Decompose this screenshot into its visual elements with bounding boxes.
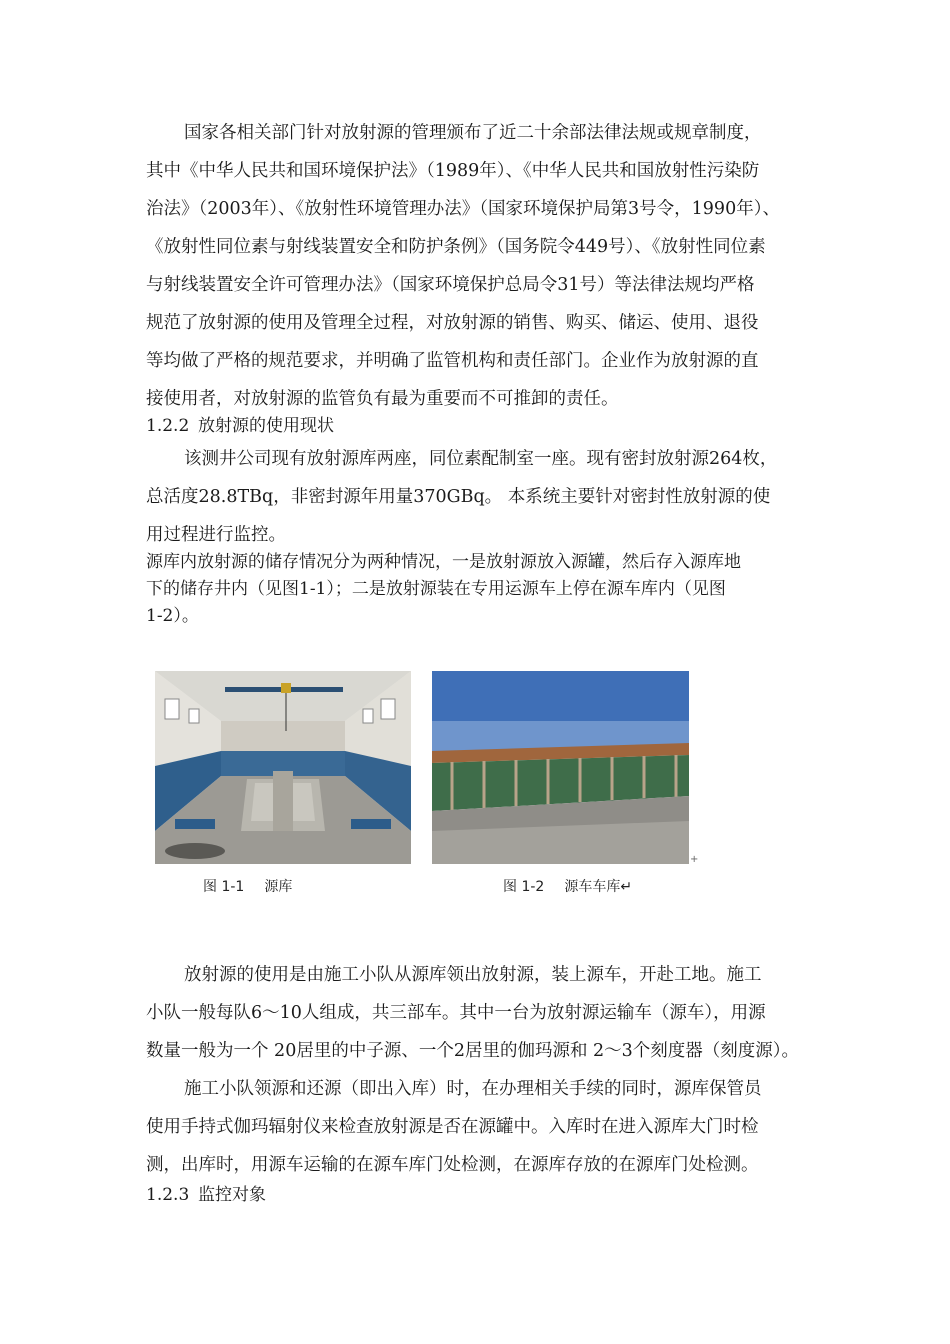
text-line: 施工小队领源和还源（即出入库）时，在办理相关手续的同时，源库保管员: [184, 1079, 762, 1099]
section-heading-1-2-3: [146, 1183, 266, 1207]
text-line: 放射源的使用是由施工小队从源库领出放射源，装上源车，开赴工地。施工: [184, 965, 762, 985]
text-line: 《放射性同位素与射线装置安全和防护条例》（国务院令449号）、《放射性同位素: [146, 237, 766, 257]
figure-1-1-caption: [203, 877, 292, 897]
text-line: 接使用者，对放射源的监管负有最为重要而不可推卸的责任。: [146, 389, 619, 409]
figure-title: 源车车库↵: [564, 879, 633, 895]
figure-label: 图 1-2: [503, 879, 545, 895]
text-line: 国家各相关部门针对放射源的管理颁布了近二十余部法律法规或规章制度，: [184, 123, 762, 143]
text-line: 下的储存井内（见图1-1）；二是放射源装在专用运源车上停在源车库内（见图: [146, 579, 726, 599]
figure-1-1-photo: [155, 671, 411, 864]
text-line: 总活度28.8TBq，非密封源年用量370GBq。 本系统主要针对密封性放射源的使: [146, 487, 771, 507]
figure-title: 源库: [264, 879, 293, 895]
text-line: 该测井公司现有放射源库两座，同位素配制室一座。现有密封放射源264枚，: [184, 449, 778, 469]
check-paragraph: [146, 1070, 810, 1184]
section-heading-1-2-2: [146, 414, 334, 438]
text-line: 使用手持式伽玛辐射仪来检查放射源是否在源罐中。入库时在进入源库大门时检: [146, 1117, 759, 1137]
paragraph-mark: +: [690, 854, 699, 865]
text-line: 等均做了严格的规范要求，并明确了监管机构和责任部门。企业作为放射源的直: [146, 351, 759, 371]
text-line: 治法》（2003年）、《放射性环境管理办法》（国家环境保护局第3号令，1990年）、: [146, 199, 780, 219]
storage-paragraph: [146, 549, 810, 630]
text-line: 用过程进行监控。: [146, 525, 286, 545]
text-line: 其中《中华人民共和国环境保护法》（1989年）、《中华人民共和国放射性污染防: [146, 161, 760, 181]
figure-1-2-photo: [432, 671, 689, 864]
text-line: 源库内放射源的储存情况分为两种情况，一是放射源放入源罐，然后存入源库地: [146, 552, 741, 572]
text-line: 测，出库时，用源车运输的在源车库门处检测，在源库存放的在源库门处检测。: [146, 1155, 759, 1175]
text-line: 1-2）。: [146, 606, 199, 626]
text-line: 与射线装置安全许可管理办法》（国家环境保护总局令31号）等法律法规均严格: [146, 275, 755, 295]
section-number: 1.2.3: [146, 1185, 190, 1205]
figure-label: 图 1-1: [203, 879, 245, 895]
figure-1-2-caption: [503, 877, 632, 897]
usage-paragraph: [146, 956, 810, 1070]
text-line: 数量一般为一个 20居里的中子源、一个2居里的伽玛源和 2～3个刻度器（刻度源）。: [146, 1041, 800, 1061]
section-number: 1.2.2: [146, 416, 190, 436]
text-line: 规范了放射源的使用及管理全过程，对放射源的销售、购买、储运、使用、退役: [146, 313, 759, 333]
status-paragraph: [146, 440, 810, 554]
intro-paragraph: [146, 114, 810, 418]
section-title: 放射源的使用现状: [198, 416, 334, 436]
text-line: 小队一般每队6～10人组成，共三部车。其中一台为放射源运输车（源车），用源: [146, 1003, 766, 1023]
section-title: 监控对象: [198, 1185, 266, 1205]
